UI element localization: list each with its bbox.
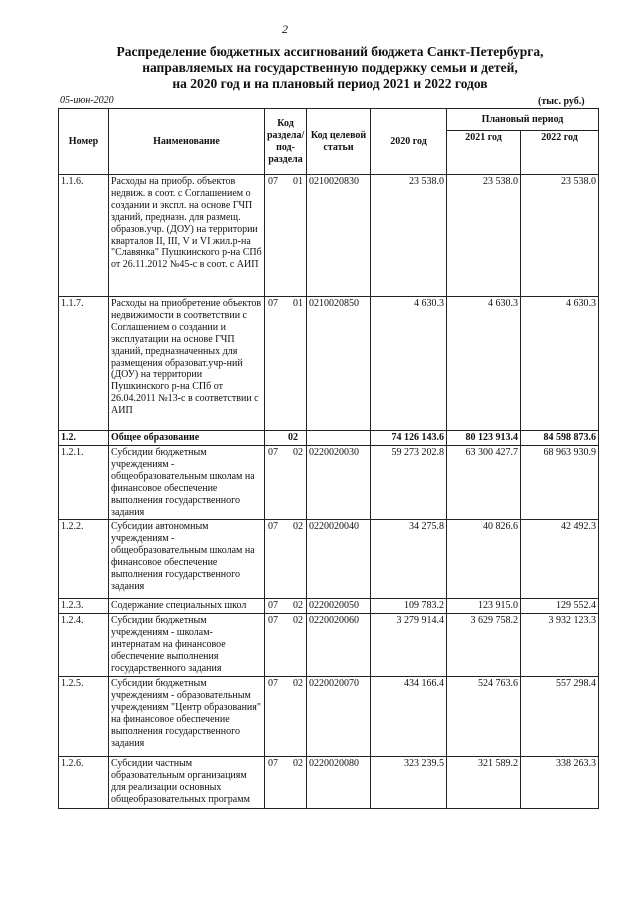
table-row — [59, 431, 599, 446]
document-date: 05-июн-2020 — [60, 95, 114, 106]
row-name: Расходы на приобретение объектов недвижимости в соответствии с Соглашением о создании и эксплуатации на основе ГЧП зданий, предназначенных для размещения образоват.учр-ний (ДОУ) на территории Пушкинского р-на СПб от 26.04.2011 №13-с в соответствии с АИП — [109, 297, 265, 431]
table-row — [59, 520, 599, 599]
row-amount-2022: 84 598 873.6 — [521, 431, 599, 446]
row-number: 1.2.4. — [59, 614, 109, 677]
section-code: 07 — [268, 615, 278, 627]
row-section-code — [265, 676, 307, 756]
table-row — [59, 676, 599, 756]
section-code: 07 — [268, 757, 278, 769]
row-amount-2020: 434 166.4 — [371, 676, 447, 756]
header-section-code: Код раздела/ под-раздела — [265, 109, 307, 175]
header-year-2022: 2022 год — [521, 131, 599, 175]
budget-table — [58, 108, 599, 809]
row-name: Субсидии бюджетным учреждениям - образовательным учреждениям "Центр образования" на финансовое обеспечение выполнения государственного задания — [109, 676, 265, 756]
row-amount-2020: 74 126 143.6 — [371, 431, 447, 446]
row-name: Содержание специальных школ — [109, 599, 265, 614]
title-line: на 2020 год и на плановый период 2021 и 2022 годов — [172, 76, 488, 91]
row-amount-2022: 68 963 930.9 — [521, 446, 599, 520]
row-section-code — [265, 175, 307, 297]
subsection-code: 01 — [293, 176, 303, 187]
table-row — [59, 614, 599, 677]
row-name: Субсидии частным образовательным организациям для реализации основных общеобразовательных программ — [109, 756, 265, 808]
subsection-code: 02 — [293, 615, 303, 627]
row-number: 1.1.6. — [59, 175, 109, 297]
subsection-code: 02 — [293, 521, 303, 533]
row-section-code — [265, 297, 307, 431]
row-amount-2020: 59 273 202.8 — [371, 446, 447, 520]
section-code: 07 — [268, 298, 278, 309]
row-amount-2022: 557 298.4 — [521, 676, 599, 756]
row-number: 1.2.2. — [59, 520, 109, 599]
row-target-code: 0210020850 — [307, 297, 371, 431]
row-amount-2022: 23 538.0 — [521, 175, 599, 297]
row-amount-2020: 3 279 914.4 — [371, 614, 447, 677]
row-amount-2021: 321 589.2 — [447, 756, 521, 808]
header-target-code: Код целевой статьи — [307, 109, 371, 175]
row-amount-2021: 40 826.6 — [447, 520, 521, 599]
row-target-code: 0220020070 — [307, 676, 371, 756]
row-amount-2021: 123 915.0 — [447, 599, 521, 614]
row-target-code: 0220020060 — [307, 614, 371, 677]
subsection-code: 02 — [293, 677, 303, 689]
row-target-code — [307, 431, 371, 446]
row-amount-2022: 129 552.4 — [521, 599, 599, 614]
row-number: 1.2.1. — [59, 446, 109, 520]
section-code: 07 — [268, 521, 278, 533]
row-section-code — [265, 599, 307, 614]
row-target-code: 0220020080 — [307, 756, 371, 808]
row-amount-2020: 109 783.2 — [371, 599, 447, 614]
subsection-code: 02 — [293, 447, 303, 458]
row-name: Общее образование — [109, 431, 265, 446]
table-row — [59, 756, 599, 808]
section-code: 07 — [268, 176, 278, 187]
row-section-code — [265, 431, 307, 446]
row-name: Субсидии бюджетным учреждениям - общеобразовательным школам на финансовое обеспечение выполнения государственного задания — [109, 446, 265, 520]
budget-table-wrapper — [58, 108, 599, 809]
title-line: Распределение бюджетных ассигнований бюджета Санкт-Петербурга, — [116, 44, 544, 59]
page-number: 2 — [282, 22, 288, 36]
section-code: 07 — [268, 677, 278, 689]
document-title — [60, 44, 600, 92]
row-amount-2022: 338 263.3 — [521, 756, 599, 808]
units-label: (тыс. руб.) — [538, 96, 585, 107]
row-amount-2021: 80 123 913.4 — [447, 431, 521, 446]
row-amount-2021: 3 629 758.2 — [447, 614, 521, 677]
row-amount-2020: 34 275.8 — [371, 520, 447, 599]
row-section-code — [265, 614, 307, 677]
row-target-code: 0220020050 — [307, 599, 371, 614]
row-amount-2022: 4 630.3 — [521, 297, 599, 431]
table-row — [59, 297, 599, 431]
row-name: Субсидии автономным учреждениям - общеобразовательным школам на финансовое обеспечение выполнения государственного задания — [109, 520, 265, 599]
row-target-code: 0210020830 — [307, 175, 371, 297]
header-year-2021: 2021 год — [447, 131, 521, 175]
row-number: 1.2.3. — [59, 599, 109, 614]
row-amount-2021: 23 538.0 — [447, 175, 521, 297]
title-line: направляемых на государственную поддержку семьи и детей, — [142, 60, 518, 75]
header-planned-period: Плановый период — [447, 109, 599, 131]
row-section-code — [265, 756, 307, 808]
row-amount-2021: 63 300 427.7 — [447, 446, 521, 520]
header-name: Наименование — [109, 109, 265, 175]
row-number: 1.2.6. — [59, 756, 109, 808]
table-row — [59, 175, 599, 297]
row-target-code: 0220020030 — [307, 446, 371, 520]
row-amount-2020: 323 239.5 — [371, 756, 447, 808]
row-number: 1.2.5. — [59, 676, 109, 756]
row-amount-2021: 524 763.6 — [447, 676, 521, 756]
header-number: Номер — [59, 109, 109, 175]
table-body — [59, 175, 599, 809]
section-code: 07 — [268, 447, 278, 458]
row-number: 1.2. — [59, 431, 109, 446]
subsection-code: 02 — [293, 600, 303, 612]
row-amount-2022: 3 932 123.3 — [521, 614, 599, 677]
row-target-code: 0220020040 — [307, 520, 371, 599]
row-amount-2020: 23 538.0 — [371, 175, 447, 297]
subsection-code: 02 — [288, 432, 298, 443]
row-name: Расходы на приобр. объектов недвиж. в соот. с Соглашением о создании и экспл. на основе ГЧП зданий, предназн. для размещ. образов.учр. (ДОУ) на территории кварталов II, III, V и VI жил.р-на "Славянка" Пушкинского р-на СПб от 26.11.2012 №45-с в соот. с АИП — [109, 175, 265, 297]
subsection-code: 01 — [293, 298, 303, 309]
header-year-2020: 2020 год — [371, 109, 447, 175]
table-row — [59, 446, 599, 520]
row-amount-2022: 42 492.3 — [521, 520, 599, 599]
row-section-code — [265, 446, 307, 520]
row-name: Субсидии бюджетным учреждениям - школам-интернатам на финансовое обеспечение выполнения государственного задания — [109, 614, 265, 677]
row-number: 1.1.7. — [59, 297, 109, 431]
row-amount-2020: 4 630.3 — [371, 297, 447, 431]
row-amount-2021: 4 630.3 — [447, 297, 521, 431]
subsection-code: 02 — [293, 757, 303, 769]
row-section-code — [265, 520, 307, 599]
section-code: 07 — [268, 600, 278, 612]
table-row — [59, 599, 599, 614]
